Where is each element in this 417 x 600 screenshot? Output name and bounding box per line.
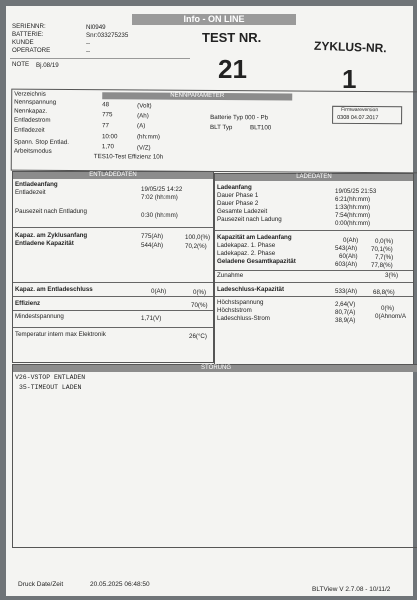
discharge-pause-value: 0:30 (hh:mm) bbox=[141, 212, 178, 219]
increase-label: Zunahme bbox=[217, 272, 244, 279]
directory-label: Verzeichnis bbox=[14, 90, 46, 98]
discharge-current-value: 77 bbox=[102, 122, 109, 130]
discharge-current-label: Entladestrom bbox=[14, 116, 51, 124]
nominal-voltage-unit: (Volt) bbox=[137, 102, 152, 110]
charge-start-value: 19/05/25 21:53 bbox=[335, 188, 377, 195]
nominal-capacity-label: Nennkapaz. bbox=[14, 107, 48, 115]
discharge-time-value: 10:00 bbox=[101, 133, 118, 141]
work-mode-value: TES10-Test Effizienz 10h bbox=[93, 153, 164, 161]
min-voltage-value: 1,71(V) bbox=[141, 315, 162, 322]
blt-type-label: BLT Typ bbox=[210, 123, 233, 132]
end-current-value: 38,9(A) bbox=[335, 317, 356, 324]
fault-line-1: V26-VSTOP ENTLADEN bbox=[15, 374, 86, 381]
discharge-time-result-value: 7:02 (hh:mm) bbox=[141, 194, 178, 201]
discharge-data-header: ENTLADEDATEN bbox=[13, 172, 213, 179]
nominal-voltage-value: 48 bbox=[102, 101, 110, 109]
discharge-pause-label: Pausezeit nach Entladung bbox=[15, 208, 87, 215]
end-charge-capacity-pct: 68,8(%) bbox=[373, 289, 395, 296]
report-sheet bbox=[6, 6, 413, 596]
battery-value: Snr:033275235 bbox=[86, 32, 129, 39]
charge-start-capacity-label: Kapazität am Ladeanfang bbox=[217, 234, 292, 241]
stop-voltage-value: 1,70 bbox=[101, 143, 114, 151]
charge-start-label: Ladeanfang bbox=[217, 184, 252, 191]
total-charged-capacity-value: 603(Ah) bbox=[335, 261, 358, 268]
max-voltage-value: 2,64(V) bbox=[335, 301, 356, 308]
max-temp-value: 26(°C) bbox=[189, 333, 207, 340]
discharge-time-unit: (hh:mm) bbox=[136, 133, 161, 141]
nominal-parameters-panel bbox=[11, 89, 417, 174]
efficiency-label: Effizienz bbox=[15, 300, 41, 307]
charge-data-panel bbox=[214, 173, 414, 365]
discharge-time-label: Entladezeit bbox=[13, 126, 45, 134]
firmware-value: 0308 04.07.2017 bbox=[337, 114, 379, 122]
customer-value: -- bbox=[86, 40, 91, 47]
phase2-capacity-label: Ladekapaz. 2. Phase bbox=[217, 250, 276, 257]
efficiency-value: 70(%) bbox=[191, 302, 208, 309]
note-label: NOTE bbox=[12, 61, 30, 68]
discharge-current-unit: (A) bbox=[137, 122, 146, 130]
cycle-start-capacity-pct: 100,0(%) bbox=[185, 234, 211, 241]
end-capacity-value: 0(Ah) bbox=[151, 288, 167, 295]
total-charged-capacity-pct: 77,8(%) bbox=[371, 262, 393, 269]
phase1-capacity-value: 543(Ah) bbox=[335, 245, 358, 252]
end-capacity-pct: 0(%) bbox=[193, 289, 207, 296]
serial-value: Nl0949 bbox=[86, 24, 106, 31]
customer-label: KUNDE bbox=[12, 39, 34, 46]
max-current-extra: 0(Ahnom/A bbox=[375, 313, 406, 320]
operator-label: OPERATORE bbox=[12, 47, 51, 54]
nominal-capacity-unit: (Ah) bbox=[137, 112, 149, 120]
operator-value: -- bbox=[86, 48, 91, 55]
fault-panel bbox=[12, 364, 417, 548]
discharged-capacity-pct: 70,2(%) bbox=[185, 243, 207, 250]
firmware-label: Firmwareversion bbox=[341, 106, 379, 114]
note-value: Bj.08/19 bbox=[36, 62, 59, 69]
fault-line-2: 35-TIMEOUT LADEN bbox=[19, 384, 82, 391]
max-current-label: Höchststrom bbox=[217, 307, 252, 314]
battery-label: BATTERIE: bbox=[12, 31, 44, 38]
discharge-time-result-label: Entladezeit bbox=[15, 189, 46, 196]
discharge-start-label: Entladeanfang bbox=[15, 181, 58, 188]
phase2-capacity-pct: 7,7(%) bbox=[375, 254, 394, 261]
max-temp-label: Temperatur intern max Elektronik bbox=[15, 331, 106, 338]
cycle-number-label: ZYKLUS-NR. bbox=[313, 38, 387, 56]
max-voltage-label: Höchstspannung bbox=[217, 299, 264, 306]
nominal-voltage-label: Nennspannung bbox=[14, 98, 57, 106]
discharge-data-panel bbox=[12, 171, 214, 363]
serial-label: SERIENNR: bbox=[12, 23, 46, 30]
end-charge-capacity-value: 533(Ah) bbox=[335, 288, 358, 295]
stop-voltage-unit: (V/Z) bbox=[136, 144, 151, 152]
total-charge-time-label: Gesamte Ladezeit bbox=[217, 208, 268, 215]
cycle-start-capacity-label: Kapaz. am Zyklusanfang bbox=[15, 232, 88, 239]
work-mode-label: Arbeitsmodus bbox=[13, 147, 52, 155]
nominal-capacity-value: 775 bbox=[102, 111, 113, 119]
nominal-parameters-header: NENNPARAMETER bbox=[102, 92, 292, 100]
fault-header: STÖRUNG bbox=[13, 365, 417, 372]
charge-start-capacity-value: 0(Ah) bbox=[343, 237, 359, 244]
max-current-value: 80,7(A) bbox=[335, 309, 356, 316]
stop-voltage-label: Spann. Stop Entlad. bbox=[13, 138, 69, 146]
blt-type-value: BLT100 bbox=[249, 124, 272, 132]
charge-start-capacity-pct: 0,0(%) bbox=[375, 238, 394, 245]
end-capacity-label: Kapaz. am Entladeschluss bbox=[15, 286, 93, 293]
phase1-duration-label: Dauer Phase 1 bbox=[217, 192, 259, 199]
increase-value: 3(%) bbox=[385, 272, 399, 279]
cycle-start-capacity-value: 775(Ah) bbox=[141, 233, 164, 240]
phase2-capacity-value: 60(Ah) bbox=[339, 253, 358, 260]
charge-pause-label: Pausezeit nach Ladung bbox=[217, 216, 282, 223]
phase1-capacity-label: Ladekapaz. 1. Phase bbox=[217, 242, 276, 249]
max-voltage-extra: 0(%) bbox=[381, 305, 395, 312]
firmware-box bbox=[332, 106, 402, 124]
discharged-capacity-label: Entladene Kapazität bbox=[15, 240, 74, 247]
phase1-capacity-pct: 70,1(%) bbox=[371, 246, 393, 253]
print-date-label: Druck Date/Zeit bbox=[18, 581, 64, 588]
phase2-duration-value: 1:33(hh:mm) bbox=[335, 204, 371, 211]
end-charge-capacity-label: Ladeschluss-Kapazität bbox=[217, 286, 285, 293]
discharge-start-value: 19/05/25 14:22 bbox=[141, 186, 183, 193]
report-title: Info - ON LINE bbox=[132, 14, 296, 25]
charge-pause-value: 0:00(hh:mm) bbox=[335, 220, 371, 227]
test-number-label: TEST NR. bbox=[202, 30, 262, 45]
software-version: BLTView V 2.7.08 - 10/11/2 bbox=[312, 586, 391, 593]
print-date-value: 20.05.2025 06:48:50 bbox=[90, 581, 150, 588]
test-number-value: 21 bbox=[218, 54, 247, 84]
cycle-number-value: 1 bbox=[342, 64, 357, 94]
end-current-label: Ladeschluss-Strom bbox=[217, 315, 270, 322]
total-charged-capacity-label: Geladene Gesamtkapazität bbox=[217, 258, 296, 265]
charge-data-header: LADEDATEN bbox=[215, 174, 413, 181]
discharged-capacity-value: 544(Ah) bbox=[141, 242, 164, 249]
phase1-duration-value: 6:21(hh:mm) bbox=[335, 196, 371, 203]
phase2-duration-label: Dauer Phase 2 bbox=[217, 200, 259, 207]
total-charge-time-value: 7:54(hh:mm) bbox=[335, 212, 371, 219]
min-voltage-label: Mindestspannung bbox=[15, 313, 64, 320]
battery-type: Batterie Typ 000 - Pb bbox=[210, 113, 269, 122]
